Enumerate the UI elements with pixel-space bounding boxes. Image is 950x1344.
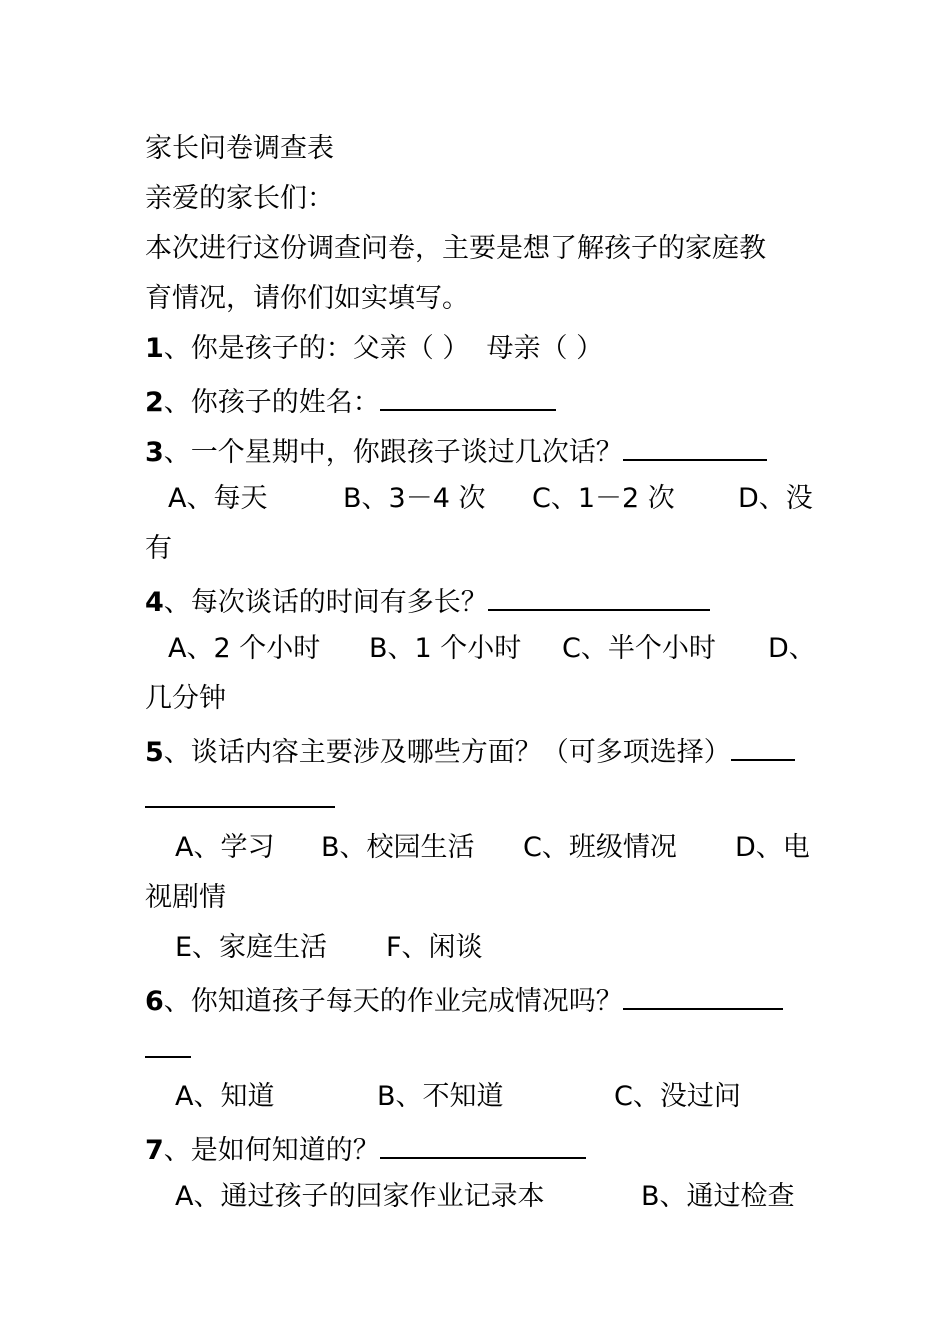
- option-b: B、通过检查: [641, 1181, 795, 1212]
- answer-blank-continued[interactable]: [145, 1056, 191, 1058]
- question-text: 、每次谈话的时间有多长？: [163, 587, 488, 618]
- option-c: C、半个小时: [562, 633, 716, 664]
- question-text: 、谈话内容主要涉及哪些方面？（可多项选择）: [163, 737, 731, 768]
- intro-line-2: 育情况，请你们如实填写。: [145, 283, 469, 314]
- question-number: 5: [145, 737, 164, 768]
- option-c: C、班级情况: [523, 832, 677, 863]
- option-wrap: 几分钟: [145, 683, 226, 714]
- question-number: 1: [145, 333, 164, 364]
- option-b: B、1 个小时: [369, 633, 522, 664]
- question-1: [145, 329, 603, 369]
- option-e: E、家庭生活: [175, 932, 328, 963]
- question-text: 、你是孩子的：父亲（ ） 母亲（ ）: [163, 333, 604, 364]
- question-3: [145, 429, 767, 473]
- question-text: 、你孩子的姓名：: [163, 387, 380, 418]
- question-7: [145, 1127, 586, 1171]
- answer-blank[interactable]: [380, 379, 556, 411]
- option-a: A、学习: [175, 832, 275, 863]
- question-4: [145, 579, 710, 623]
- answer-blank[interactable]: [380, 1127, 586, 1159]
- question-2: [145, 379, 556, 423]
- intro-line-1: 本次进行这份调查问卷，主要是想了解孩子的家庭教: [145, 233, 766, 264]
- question-text: 、是如何知道的？: [163, 1135, 380, 1166]
- question-number: 7: [145, 1135, 164, 1166]
- option-wrap: 有: [145, 533, 172, 564]
- option-b: B、3－4 次: [343, 483, 486, 514]
- option-a: A、2 个小时: [168, 633, 321, 664]
- answer-blank[interactable]: [488, 579, 710, 611]
- option-a: A、知道: [175, 1081, 275, 1112]
- option-wrap: 视剧情: [145, 882, 226, 913]
- option-a: A、通过孩子的回家作业记录本: [175, 1181, 545, 1212]
- question-number: 4: [145, 587, 164, 618]
- option-f: F、闲谈: [386, 932, 483, 963]
- option-b: B、校园生活: [321, 832, 475, 863]
- question-text: 、你知道孩子每天的作业完成情况吗？: [163, 986, 623, 1017]
- answer-blank[interactable]: [731, 729, 795, 761]
- question-number: 6: [145, 986, 164, 1017]
- option-b: B、不知道: [377, 1081, 504, 1112]
- answer-blank[interactable]: [623, 429, 767, 461]
- question-5: [145, 729, 795, 773]
- question-number: 2: [145, 387, 164, 418]
- question-text: 、一个星期中，你跟孩子谈过几次话？: [163, 437, 623, 468]
- page-title: 家长问卷调查表: [145, 133, 334, 164]
- option-d: D、电: [735, 832, 810, 863]
- answer-blank[interactable]: [623, 978, 783, 1010]
- greeting: 亲爱的家长们：: [145, 183, 334, 214]
- question-6: [145, 978, 783, 1022]
- option-c: C、1－2 次: [532, 483, 675, 514]
- option-d: D、没: [738, 483, 813, 514]
- option-d: D、: [768, 633, 816, 664]
- question-number: 3: [145, 437, 164, 468]
- answer-blank-continued[interactable]: [145, 806, 335, 808]
- option-c: C、没过问: [614, 1081, 741, 1112]
- option-a: A、每天: [168, 483, 268, 514]
